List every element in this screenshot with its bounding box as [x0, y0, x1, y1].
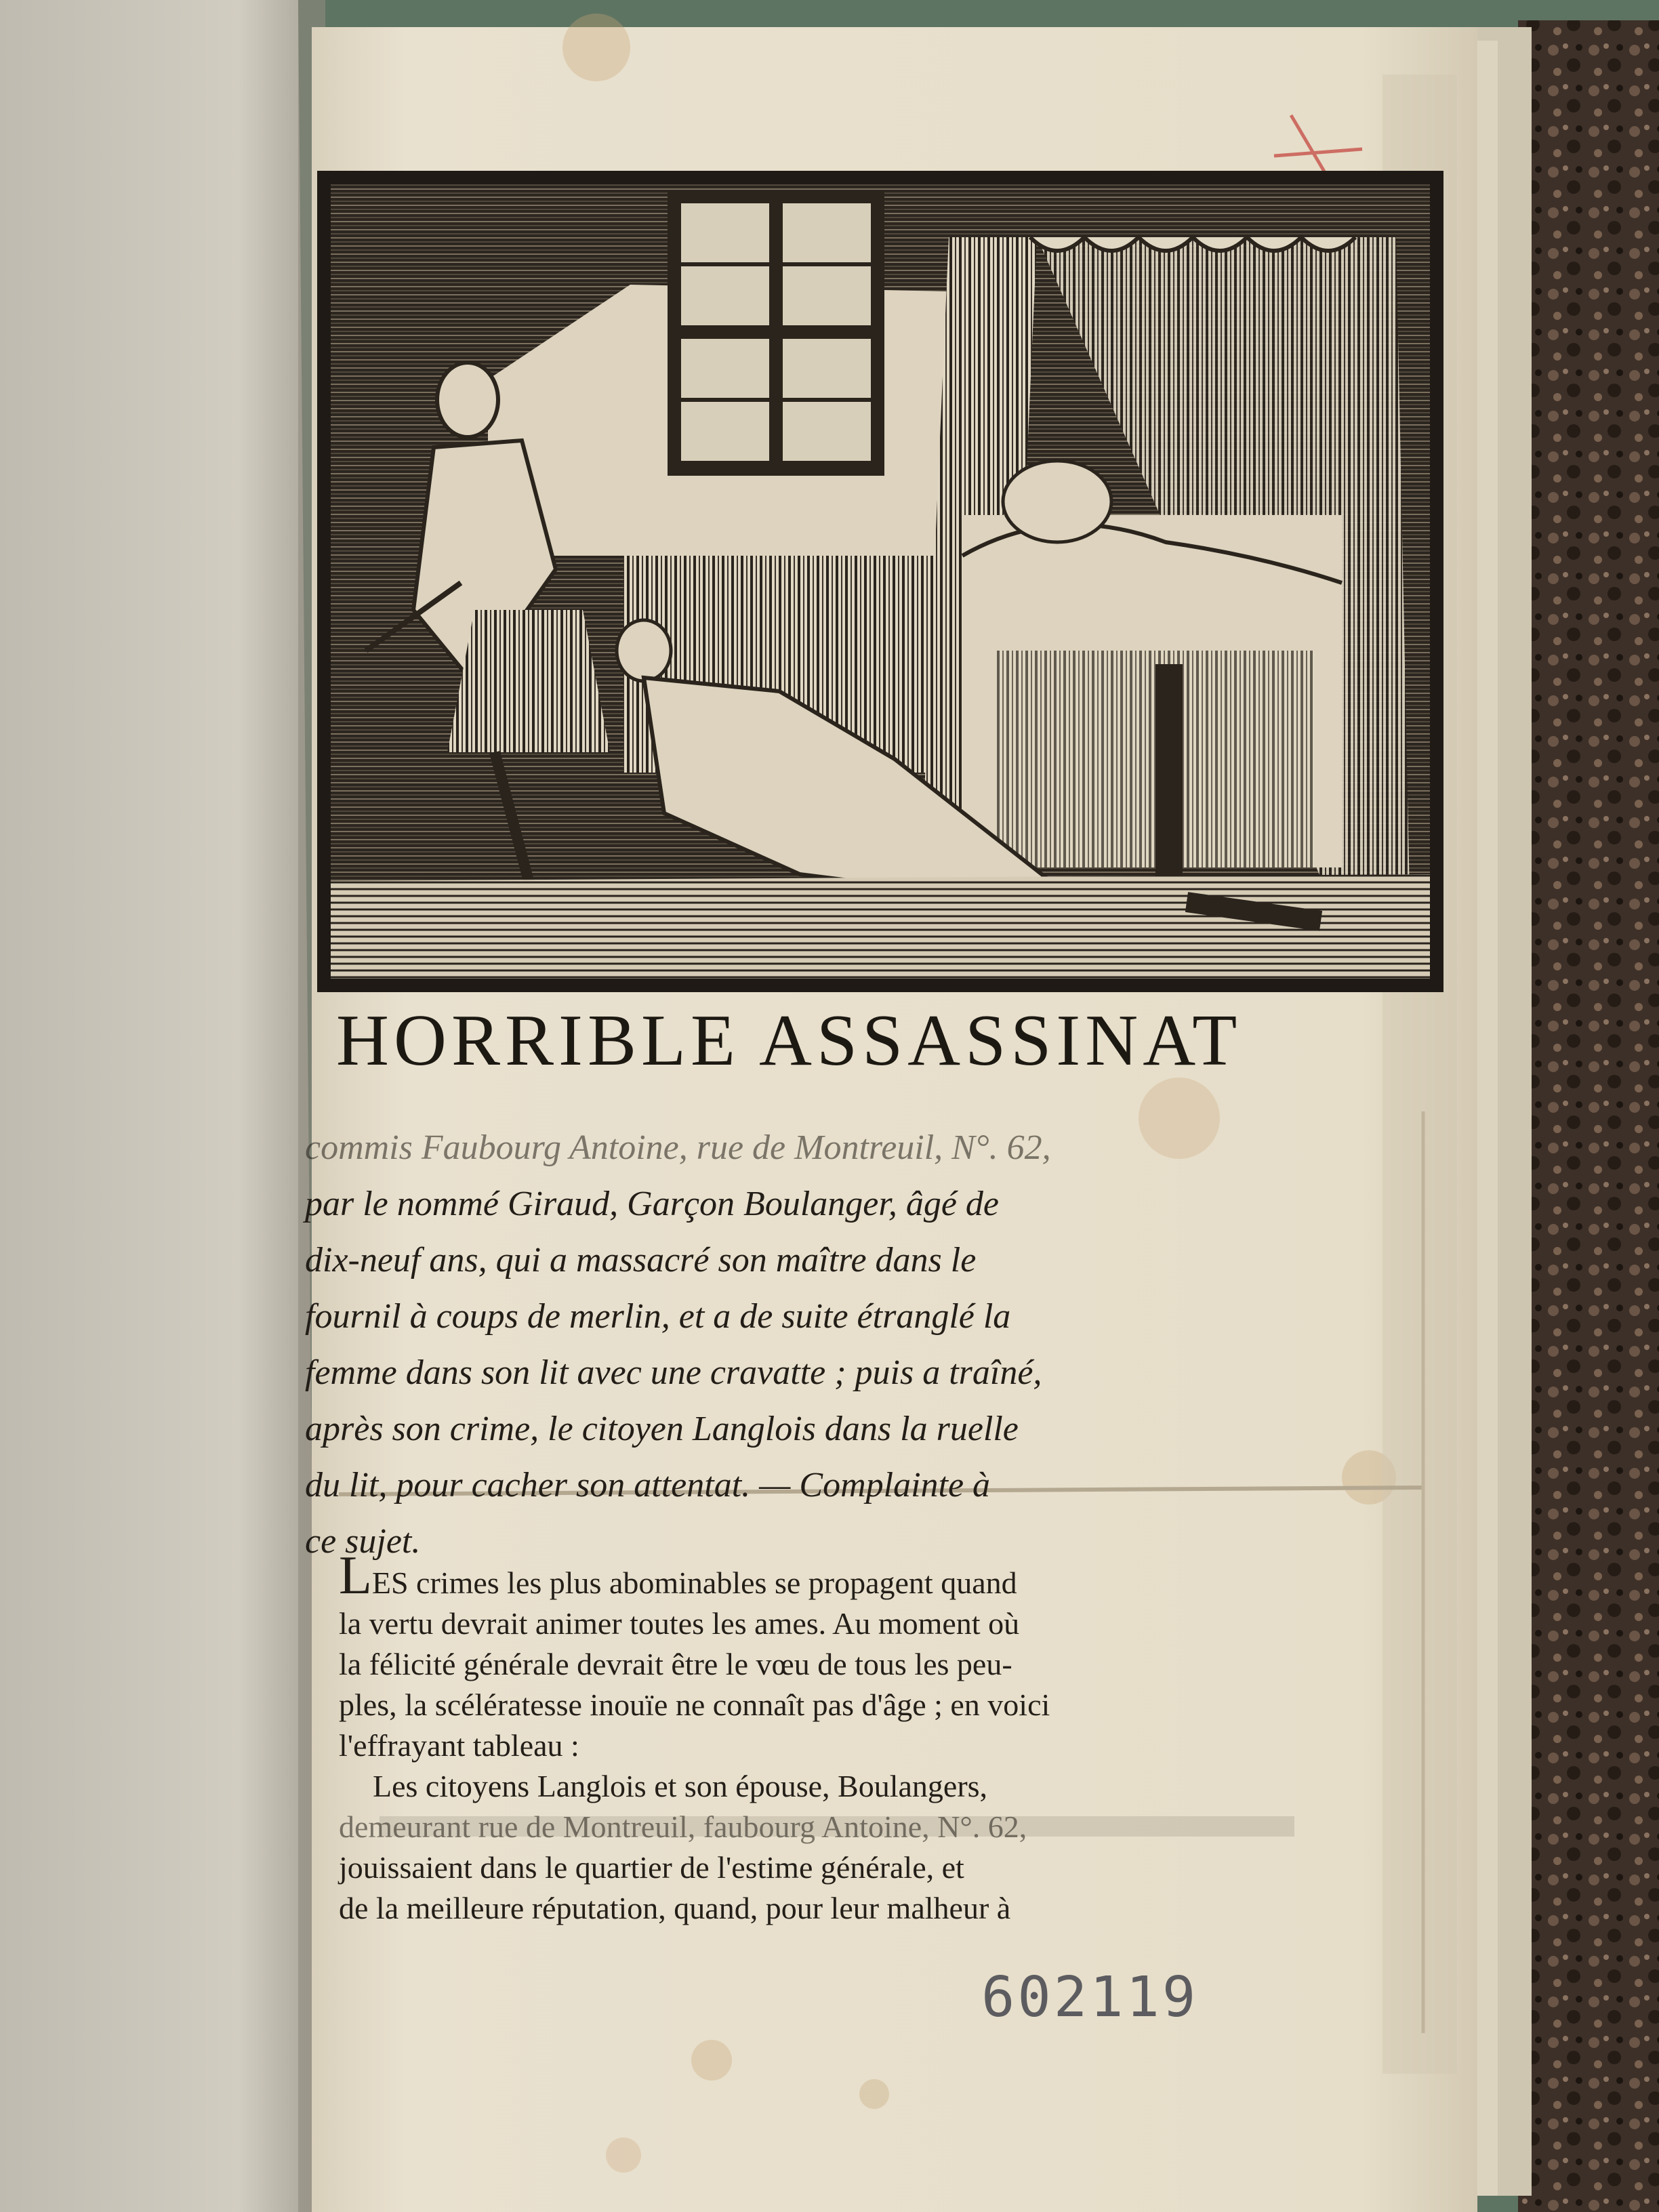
subtitle-line: du lit, pour cacher son attentat. — Complainte à [305, 1466, 991, 1504]
subtitle-line: après son crime, le citoyen Langlois dans la ruelle [305, 1410, 1019, 1448]
subtitle-block [305, 1120, 1423, 1570]
body-line: demeurant rue de Montreuil, faubourg Antoine, N°. 62, [339, 1809, 1027, 1844]
accession-stamp: 602119 [981, 1965, 1199, 2030]
body-line: de la meilleure réputation, quand, pour leur malheur à [339, 1891, 1011, 1925]
body-line: la félicité générale devrait être le vœu de tous les peu- [339, 1647, 1012, 1681]
subtitle-line: femme dans son lit avec une cravatte ; puis a traîné, [305, 1353, 1042, 1392]
body-line [339, 1546, 1342, 1605]
body-line: jouissaient dans le quartier de l'estime générale, et [339, 1850, 964, 1885]
body-line-text: ES crimes les plus abominables se propagent quand [371, 1565, 1017, 1600]
subtitle-line: dix-neuf ans, qui a massacré son maître dans le [305, 1241, 977, 1279]
body-line: ples, la scélératesse inouïe ne connaît pas d'âge ; en voici [339, 1687, 1050, 1722]
body-line: Les citoyens Langlois et son épouse, Boulangers, [373, 1769, 988, 1803]
body-paragraph [339, 1546, 1342, 1929]
body-line: l'effrayant tableau : [339, 1728, 579, 1763]
page-title: HORRIBLE ASSASSINAT [336, 1000, 1242, 1081]
drop-cap: L [339, 1546, 372, 1605]
subtitle-line: ce sujet. [305, 1522, 421, 1561]
subtitle-line: par le nommé Giraud, Garçon Boulanger, âgé de [305, 1185, 999, 1223]
subtitle-line: commis Faubourg Antoine, rue de Montreuil, N°. 62, [305, 1128, 1051, 1167]
subtitle-line: fournil à coups de merlin, et a de suite étranglé la [305, 1297, 1011, 1336]
body-line: la vertu devrait animer toutes les ames. Au moment où [339, 1606, 1020, 1641]
